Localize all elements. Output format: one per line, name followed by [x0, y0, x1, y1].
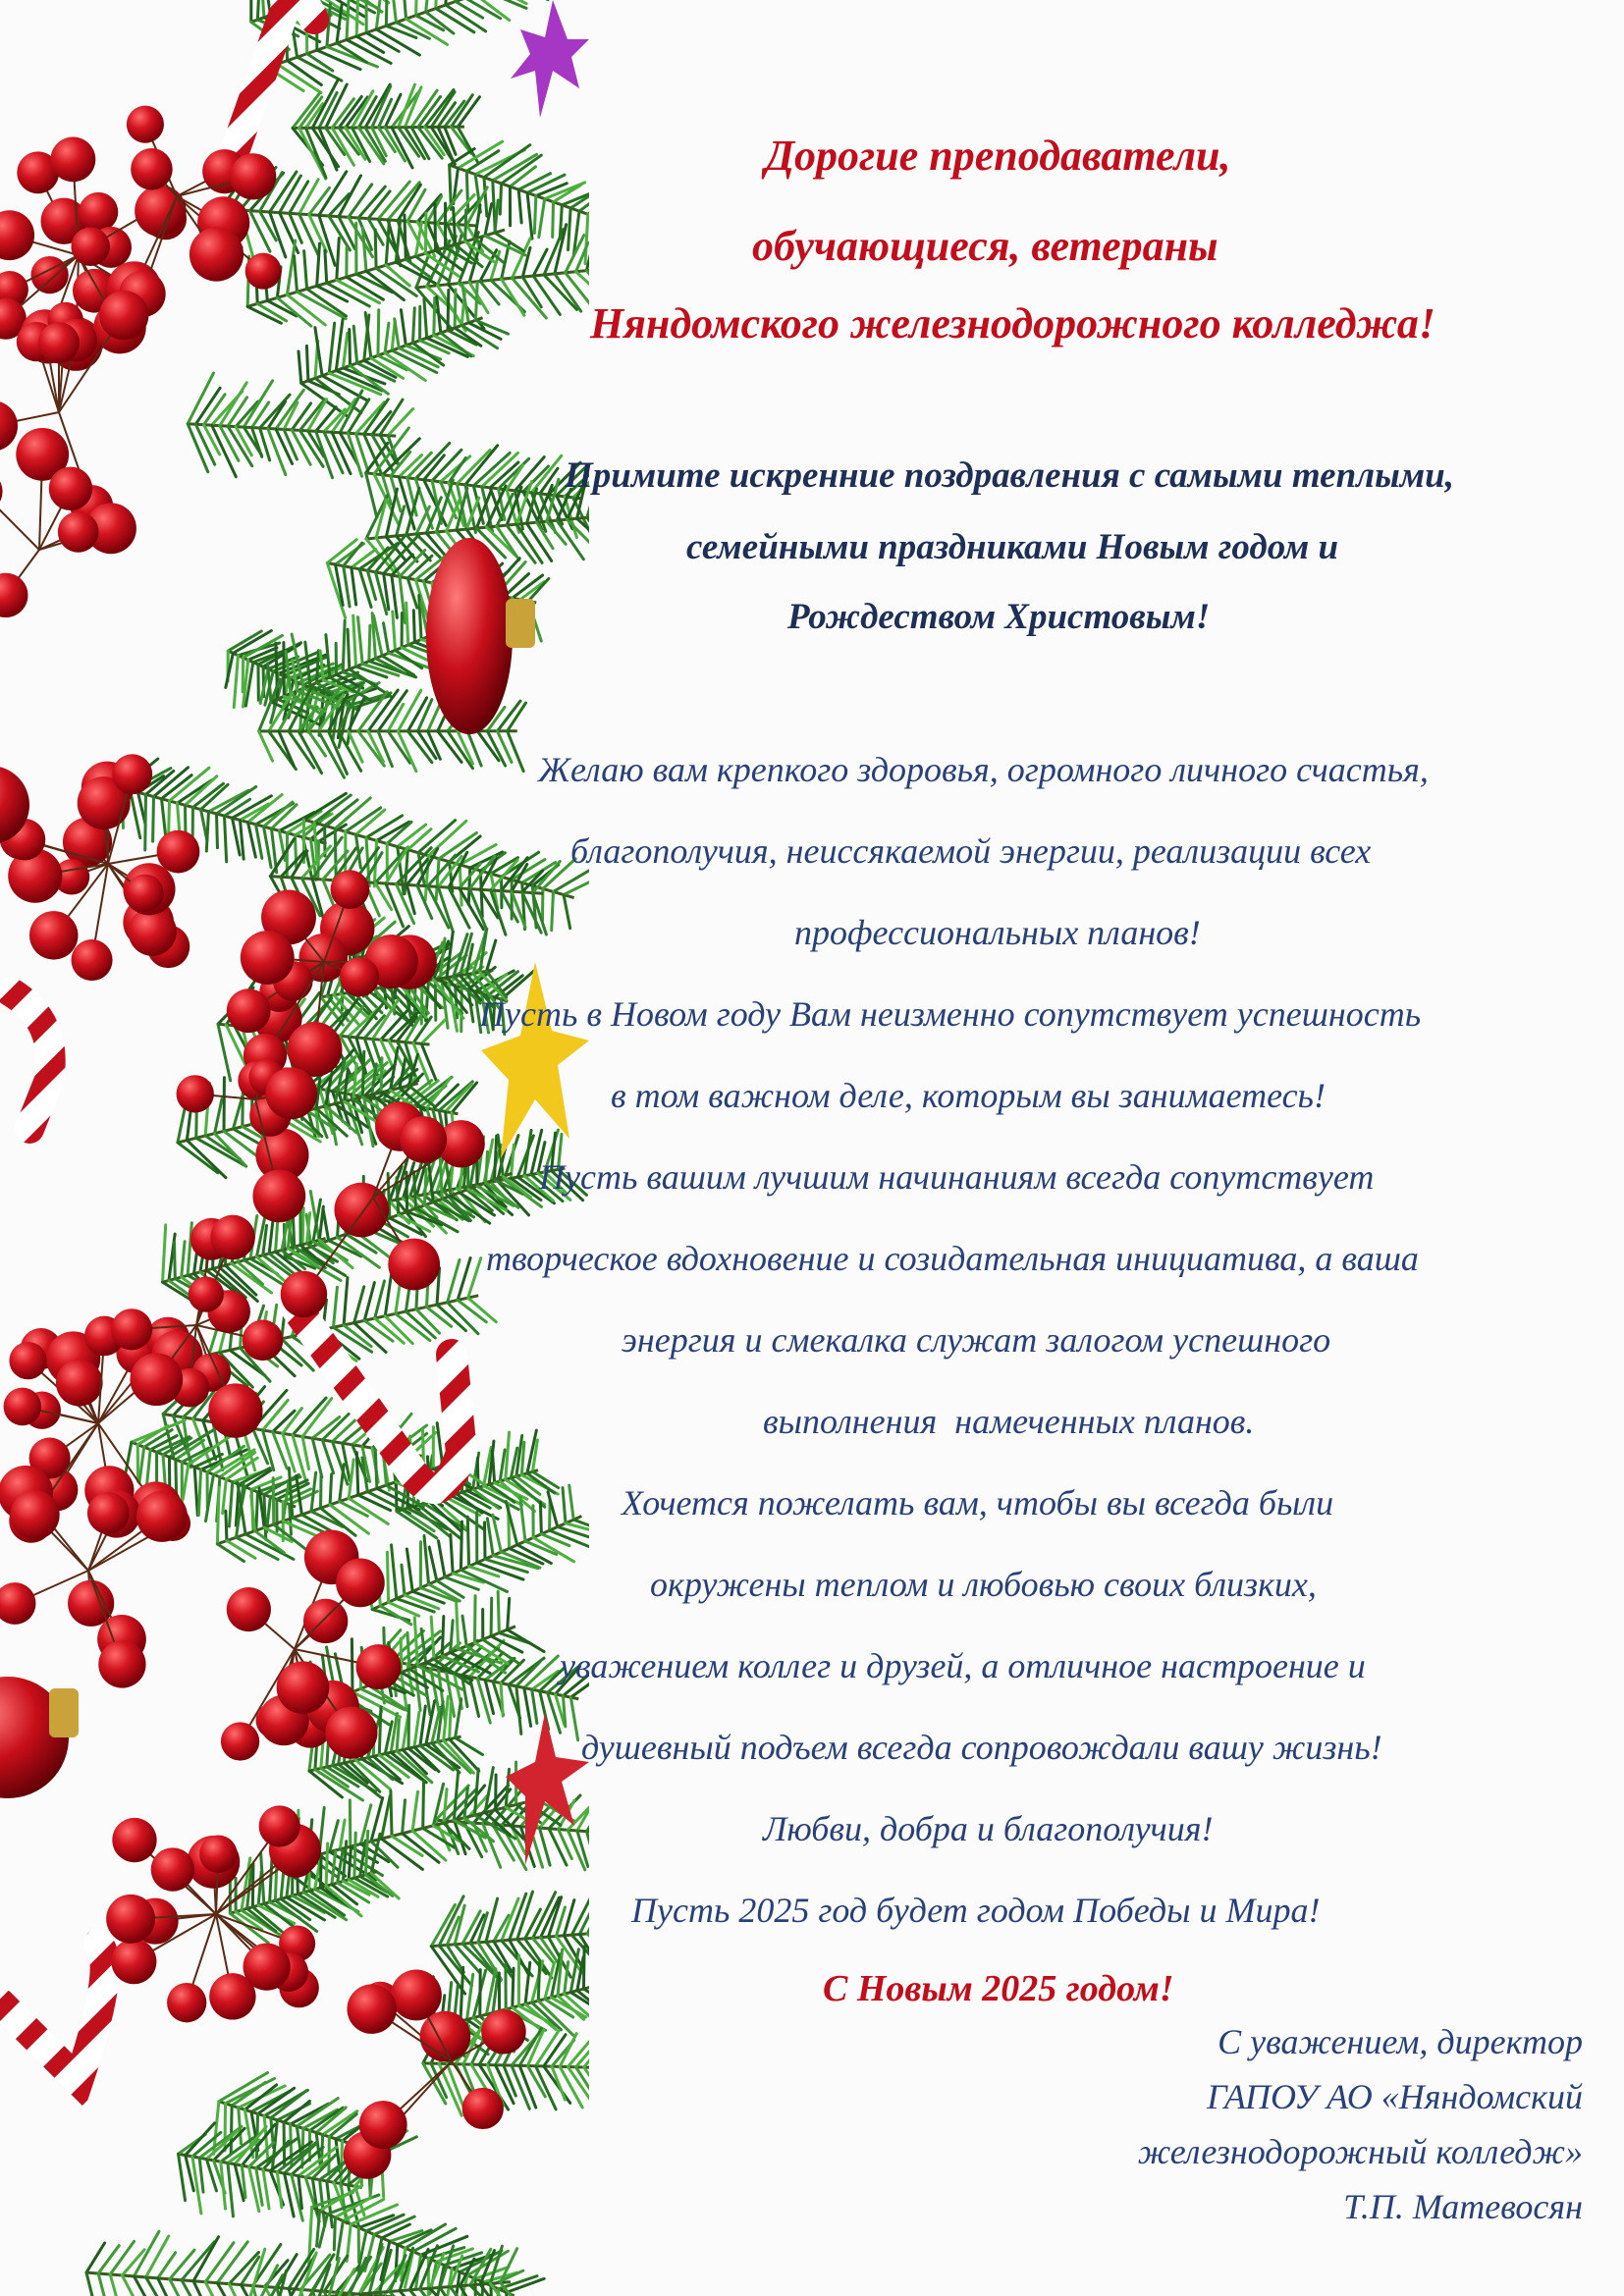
wish-line-10: Хочется пожелать вам, чтобы вы всегда были	[622, 1483, 1334, 1522]
congratulation-line-3: Рождеством Христовым!	[787, 597, 1211, 637]
wish-line-8: энергия и смекалка служат залогом успешного	[622, 1320, 1331, 1360]
congratulation-line-2: семейными праздниками Новым годом и	[686, 527, 1339, 567]
wish-line-4: Пусть в Новом году Вам неизменно сопутствует успешность	[479, 994, 1422, 1034]
congratulation-line-1: Примите искренние поздравления с самыми теплыми,	[565, 455, 1454, 496]
wish-line-7: творческое вдохновение и созидательная инициатива, а ваша	[486, 1239, 1419, 1278]
wish-line-15: Пусть 2025 год будет годом Победы и Мира!	[631, 1891, 1321, 1930]
greeting-line-1: Дорогие преподаватели,	[765, 132, 1231, 180]
wish-line-14: Любви, добра и благополучия!	[763, 1809, 1214, 1848]
wish-line-1: Желаю вам крепкого здоровья, огромного личного счастья,	[538, 750, 1429, 789]
final-greeting: С Новым 2025 годом!	[823, 1968, 1174, 2009]
signature-line-3: железнодорожный колледж»	[1137, 2132, 1583, 2171]
signature-line-1: С уважением, директор	[1218, 2022, 1583, 2061]
signature-line-2: ГАПОУ АО «Няндомский	[1207, 2077, 1583, 2116]
wish-line-5: в том важном деле, которым вы занимаетесь!	[611, 1076, 1326, 1115]
wish-line-13: душевный подъем всегда сопровождали вашу жизнь!	[581, 1728, 1382, 1767]
wish-line-3: профессиональных планов!	[794, 913, 1201, 952]
christmas-garland-decoration	[0, 0, 589, 2296]
signature-line-4: Т.П. Матевосян	[1343, 2187, 1583, 2226]
wish-line-2: благополучия, неиссякаемой энергии, реализации всех	[570, 831, 1372, 871]
wish-line-6: Пусть вашим лучшим начинаниям всегда сопутствует	[539, 1157, 1375, 1197]
wish-line-12: уважением коллег и друзей, а отличное настроение и	[560, 1646, 1366, 1685]
greeting-line-3: Няндомского железнодорожного колледжа!	[590, 299, 1435, 347]
greeting-line-2: обучающиеся, ветераны	[752, 222, 1218, 270]
wish-line-9: выполнения намеченных планов.	[763, 1402, 1255, 1441]
fir-branches	[86, 0, 589, 2296]
wish-line-11: окружены теплом и любовью своих близких,	[650, 1565, 1317, 1604]
